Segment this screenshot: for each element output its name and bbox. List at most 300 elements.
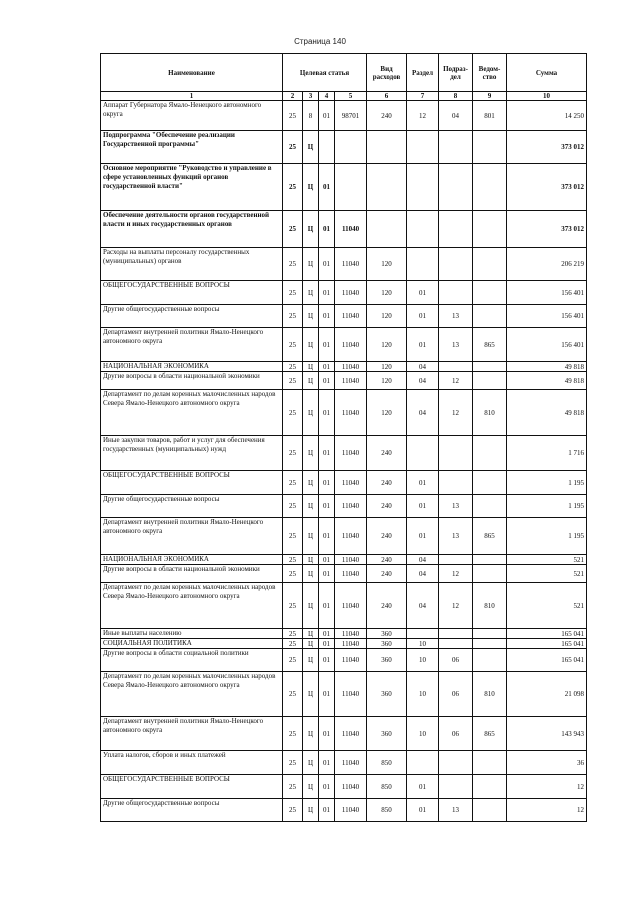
cell-c4: 11040 [335,305,367,328]
cell-c4: 11040 [335,248,367,281]
cell-pr [439,555,473,565]
cell-c1: 25 [283,328,303,362]
cell-c2: Ц [303,248,319,281]
cell-pr [439,362,473,372]
cell-vr: 240 [367,471,407,495]
cell-rz [407,629,439,639]
cell-c4: 11040 [335,495,367,518]
cell-rz: 04 [407,555,439,565]
cell-vr: 360 [367,639,407,649]
cell-c3: 01 [319,436,335,471]
cell-ved [473,211,507,248]
cell-c4: 11040 [335,211,367,248]
cell-name: ОБЩЕГОСУДАРСТВЕННЫЕ ВОПРОСЫ [101,471,283,495]
cell-ved: 810 [473,390,507,436]
cell-sum: 49 818 [507,362,587,372]
cell-vr: 120 [367,372,407,390]
cell-c4: 11040 [335,518,367,555]
cell-c4: 98701 [335,101,367,131]
cell-ved [473,555,507,565]
cell-pr: 12 [439,583,473,629]
cell-vr: 360 [367,649,407,672]
cell-ved [473,775,507,799]
table-row [101,390,587,436]
cell-c1: 25 [283,101,303,131]
cell-ved [473,436,507,471]
table-row [101,555,587,565]
cell-name: Другие вопросы в области социальной политики [101,649,283,672]
cell-name: ОБЩЕГОСУДАРСТВЕННЫЕ ВОПРОСЫ [101,281,283,305]
cell-c1: 25 [283,131,303,164]
cell-ved [473,495,507,518]
cell-vr: 240 [367,101,407,131]
cell-rz: 04 [407,565,439,583]
column-number: 8 [439,92,473,101]
cell-c1: 25 [283,639,303,649]
cell-c4: 11040 [335,281,367,305]
cell-c1: 25 [283,751,303,775]
cell-c1: 25 [283,629,303,639]
cell-c4: 11040 [335,565,367,583]
cell-vr: 240 [367,583,407,629]
cell-c3: 01 [319,717,335,751]
table-row [101,775,587,799]
cell-sum: 373 012 [507,131,587,164]
cell-c2: Ц [303,799,319,822]
cell-c3: 01 [319,328,335,362]
cell-pr: 13 [439,799,473,822]
cell-c2: Ц [303,390,319,436]
cell-sum: 373 012 [507,211,587,248]
cell-rz [407,436,439,471]
cell-name: Уплата налогов, сборов и иных платежей [101,751,283,775]
cell-name: Подпрограмма "Обеспечение реализации Государственной программы" [101,131,283,164]
cell-c2: Ц [303,328,319,362]
cell-c4: 11040 [335,799,367,822]
header-department: Ведом-ство [473,54,507,92]
table-row [101,471,587,495]
cell-c3 [319,131,335,164]
cell-c2: Ц [303,518,319,555]
cell-c4: 11040 [335,372,367,390]
cell-c4: 11040 [335,328,367,362]
cell-c3: 01 [319,565,335,583]
cell-c1: 25 [283,775,303,799]
cell-rz: 04 [407,372,439,390]
cell-sum: 156 401 [507,281,587,305]
cell-rz [407,211,439,248]
cell-c3: 01 [319,583,335,629]
cell-c1: 25 [283,436,303,471]
cell-c1: 25 [283,372,303,390]
cell-ved [473,751,507,775]
cell-rz: 01 [407,495,439,518]
cell-vr: 240 [367,518,407,555]
cell-pr: 12 [439,565,473,583]
cell-rz: 12 [407,101,439,131]
column-numbers-row [101,92,587,101]
cell-c4: 11040 [335,362,367,372]
cell-sum: 1 195 [507,471,587,495]
cell-vr: 120 [367,390,407,436]
table-row [101,131,587,164]
cell-c3: 01 [319,164,335,211]
cell-c3: 01 [319,390,335,436]
cell-rz [407,248,439,281]
cell-name: СОЦИАЛЬНАЯ ПОЛИТИКА [101,639,283,649]
cell-sum: 1 716 [507,436,587,471]
cell-sum: 165 041 [507,639,587,649]
cell-ved: 865 [473,328,507,362]
cell-rz: 01 [407,328,439,362]
cell-c3: 01 [319,471,335,495]
cell-vr: 850 [367,799,407,822]
cell-c3: 01 [319,639,335,649]
cell-c1: 25 [283,717,303,751]
cell-c2: Ц [303,639,319,649]
cell-vr: 240 [367,565,407,583]
cell-c2: Ц [303,305,319,328]
cell-vr [367,131,407,164]
cell-pr: 06 [439,672,473,717]
cell-ved [473,248,507,281]
cell-name: Департамент внутренней политики Ямало-Ненецкого автономного округа [101,717,283,751]
cell-sum: 49 818 [507,390,587,436]
cell-ved [473,799,507,822]
table-row [101,799,587,822]
table-row [101,372,587,390]
cell-c4: 11040 [335,471,367,495]
cell-rz: 10 [407,639,439,649]
cell-pr: 13 [439,328,473,362]
cell-vr: 120 [367,362,407,372]
cell-sum: 521 [507,555,587,565]
table-row [101,518,587,555]
header-target: Целевая статья [283,54,367,92]
cell-sum: 49 818 [507,372,587,390]
cell-pr [439,281,473,305]
cell-c2: Ц [303,281,319,305]
cell-c4 [335,131,367,164]
cell-c3: 01 [319,518,335,555]
cell-pr [439,164,473,211]
cell-pr [439,211,473,248]
cell-rz: 10 [407,649,439,672]
cell-rz [407,131,439,164]
cell-pr [439,248,473,281]
column-number: 9 [473,92,507,101]
cell-vr [367,211,407,248]
cell-rz: 01 [407,799,439,822]
column-number: 2 [283,92,303,101]
table-row [101,565,587,583]
cell-c1: 25 [283,248,303,281]
column-number: 5 [335,92,367,101]
cell-vr: 360 [367,629,407,639]
cell-c1: 25 [283,518,303,555]
cell-c2: Ц [303,775,319,799]
cell-ved [473,649,507,672]
cell-c4: 11040 [335,555,367,565]
cell-name: Департамент по делам коренных малочисленных народов Севера Ямало-Ненецкого автономного округа [101,672,283,717]
cell-ved [473,372,507,390]
table-row [101,672,587,717]
cell-vr: 360 [367,717,407,751]
table-row [101,649,587,672]
cell-ved [473,471,507,495]
cell-ved [473,131,507,164]
cell-rz: 01 [407,471,439,495]
cell-c2: Ц [303,436,319,471]
cell-pr [439,436,473,471]
cell-rz: 10 [407,717,439,751]
cell-rz: 01 [407,518,439,555]
table-row [101,583,587,629]
header-section: Раздел [407,54,439,92]
cell-pr [439,775,473,799]
cell-c3: 01 [319,362,335,372]
header-row [101,54,587,92]
cell-sum: 14 250 [507,101,587,131]
table-row [101,211,587,248]
cell-pr [439,131,473,164]
cell-c2: Ц [303,471,319,495]
table-row [101,436,587,471]
cell-c1: 25 [283,799,303,822]
table-row [101,101,587,131]
cell-rz [407,751,439,775]
cell-vr: 120 [367,305,407,328]
cell-vr: 850 [367,751,407,775]
cell-pr [439,639,473,649]
cell-sum: 373 012 [507,164,587,211]
cell-ved [473,639,507,649]
cell-ved: 865 [473,717,507,751]
cell-ved [473,281,507,305]
cell-c1: 25 [283,672,303,717]
cell-c4: 11040 [335,717,367,751]
cell-rz: 01 [407,305,439,328]
cell-rz: 10 [407,672,439,717]
cell-c1: 25 [283,164,303,211]
cell-c4: 11040 [335,583,367,629]
cell-c4: 11040 [335,629,367,639]
cell-c2: Ц [303,672,319,717]
cell-name: Расходы на выплаты персоналу государственных (муниципальных) органов [101,248,283,281]
cell-name: Департамент по делам коренных малочисленных народов Севера Ямало-Ненецкого автономного округа [101,583,283,629]
cell-c4: 11040 [335,436,367,471]
column-number: 4 [319,92,335,101]
column-number: 7 [407,92,439,101]
cell-c1: 25 [283,305,303,328]
cell-sum: 21 098 [507,672,587,717]
cell-name: Основное мероприятие "Руководство и управление в сфере установленных функций органов государственной власти" [101,164,283,211]
cell-name: Другие вопросы в области национальной экономики [101,565,283,583]
cell-sum: 521 [507,583,587,629]
header-name: Наименование [101,54,283,92]
cell-name: Департамент внутренней политики Ямало-Ненецкого автономного округа [101,518,283,555]
header-subsection: Подраз-дел [439,54,473,92]
cell-vr: 360 [367,672,407,717]
cell-name: Другие вопросы в области национальной экономики [101,372,283,390]
cell-name: ОБЩЕГОСУДАРСТВЕННЫЕ ВОПРОСЫ [101,775,283,799]
cell-name: НАЦИОНАЛЬНАЯ ЭКОНОМИКА [101,362,283,372]
cell-name: Другие общегосударственные вопросы [101,799,283,822]
table-row [101,248,587,281]
cell-ved [473,565,507,583]
cell-sum: 206 219 [507,248,587,281]
cell-c1: 25 [283,362,303,372]
table-row [101,305,587,328]
cell-ved [473,362,507,372]
cell-ved [473,629,507,639]
cell-ved: 801 [473,101,507,131]
cell-vr: 240 [367,555,407,565]
cell-vr: 240 [367,495,407,518]
column-number: 3 [303,92,319,101]
cell-c3: 01 [319,672,335,717]
column-number: 10 [507,92,587,101]
cell-vr: 240 [367,436,407,471]
cell-c2: Ц [303,565,319,583]
cell-c3: 01 [319,629,335,639]
cell-sum: 12 [507,799,587,822]
cell-c1: 25 [283,649,303,672]
cell-c3: 01 [319,751,335,775]
cell-sum: 165 041 [507,629,587,639]
column-number: 1 [101,92,283,101]
cell-c2: Ц [303,717,319,751]
cell-ved: 810 [473,672,507,717]
table-row [101,639,587,649]
cell-c3: 01 [319,649,335,672]
cell-c2: Ц [303,649,319,672]
cell-c4: 11040 [335,649,367,672]
cell-c4 [335,164,367,211]
cell-ved [473,305,507,328]
cell-sum: 1 195 [507,495,587,518]
cell-c4: 11040 [335,672,367,717]
cell-c3: 01 [319,372,335,390]
cell-c3: 01 [319,248,335,281]
cell-name: Другие общегосударственные вопросы [101,305,283,328]
cell-sum: 156 401 [507,305,587,328]
cell-c3: 01 [319,495,335,518]
cell-c3: 01 [319,775,335,799]
cell-rz: 01 [407,281,439,305]
cell-pr [439,629,473,639]
cell-pr [439,751,473,775]
cell-name: Иные выплаты населению [101,629,283,639]
cell-c1: 25 [283,565,303,583]
cell-c1: 25 [283,471,303,495]
cell-sum: 1 195 [507,518,587,555]
cell-c2: Ц [303,164,319,211]
cell-pr [439,471,473,495]
cell-c2: Ц [303,211,319,248]
cell-sum: 143 943 [507,717,587,751]
cell-c4: 11040 [335,775,367,799]
cell-pr: 06 [439,649,473,672]
cell-vr: 120 [367,248,407,281]
cell-ved: 810 [473,583,507,629]
cell-ved: 865 [473,518,507,555]
column-number: 6 [367,92,407,101]
cell-c4: 11040 [335,639,367,649]
cell-sum: 156 401 [507,328,587,362]
cell-c2: 8 [303,101,319,131]
cell-pr: 12 [439,390,473,436]
cell-c2: Ц [303,555,319,565]
cell-sum: 36 [507,751,587,775]
header-amount: Сумма [507,54,587,92]
cell-c2: Ц [303,372,319,390]
table-row [101,281,587,305]
cell-name: Аппарат Губернатора Ямало-Ненецкого автономного округа [101,101,283,131]
cell-c4: 11040 [335,390,367,436]
page-number: Страница 140 [294,37,346,46]
cell-rz: 04 [407,583,439,629]
cell-pr: 06 [439,717,473,751]
cell-c3: 01 [319,281,335,305]
table-row [101,164,587,211]
cell-name: Иные закупки товаров, работ и услуг для обеспечения государственных (муниципальных) нужд [101,436,283,471]
table-row [101,629,587,639]
cell-name: Другие общегосударственные вопросы [101,495,283,518]
cell-c3: 01 [319,101,335,131]
cell-sum: 12 [507,775,587,799]
budget-table [100,53,587,822]
cell-pr: 12 [439,372,473,390]
cell-c3: 01 [319,555,335,565]
cell-vr: 120 [367,281,407,305]
cell-name: Департамент внутренней политики Ямало-Ненецкого автономного округа [101,328,283,362]
cell-name: Департамент по делам коренных малочисленных народов Севера Ямало-Ненецкого автономного округа [101,390,283,436]
cell-pr: 04 [439,101,473,131]
header-expense: Вид расходов [367,54,407,92]
cell-sum: 165 041 [507,649,587,672]
cell-c2: Ц [303,629,319,639]
cell-c1: 25 [283,390,303,436]
cell-c2: Ц [303,495,319,518]
cell-c2: Ц [303,362,319,372]
table-row [101,362,587,372]
table-body [101,101,587,822]
cell-rz: 04 [407,390,439,436]
cell-vr: 120 [367,328,407,362]
table-row [101,495,587,518]
cell-pr: 13 [439,305,473,328]
cell-vr [367,164,407,211]
cell-c1: 25 [283,281,303,305]
cell-rz: 04 [407,362,439,372]
cell-c4: 11040 [335,751,367,775]
cell-c1: 25 [283,583,303,629]
cell-c1: 25 [283,211,303,248]
table-row [101,751,587,775]
cell-ved [473,164,507,211]
cell-c3: 01 [319,211,335,248]
cell-pr: 13 [439,518,473,555]
cell-rz: 01 [407,775,439,799]
cell-rz [407,164,439,211]
cell-c2: Ц [303,583,319,629]
cell-c1: 25 [283,555,303,565]
cell-c3: 01 [319,799,335,822]
cell-name: Обеспечение деятельности органов государственной власти и иных государственных органов [101,211,283,248]
cell-pr: 13 [439,495,473,518]
table-row [101,328,587,362]
